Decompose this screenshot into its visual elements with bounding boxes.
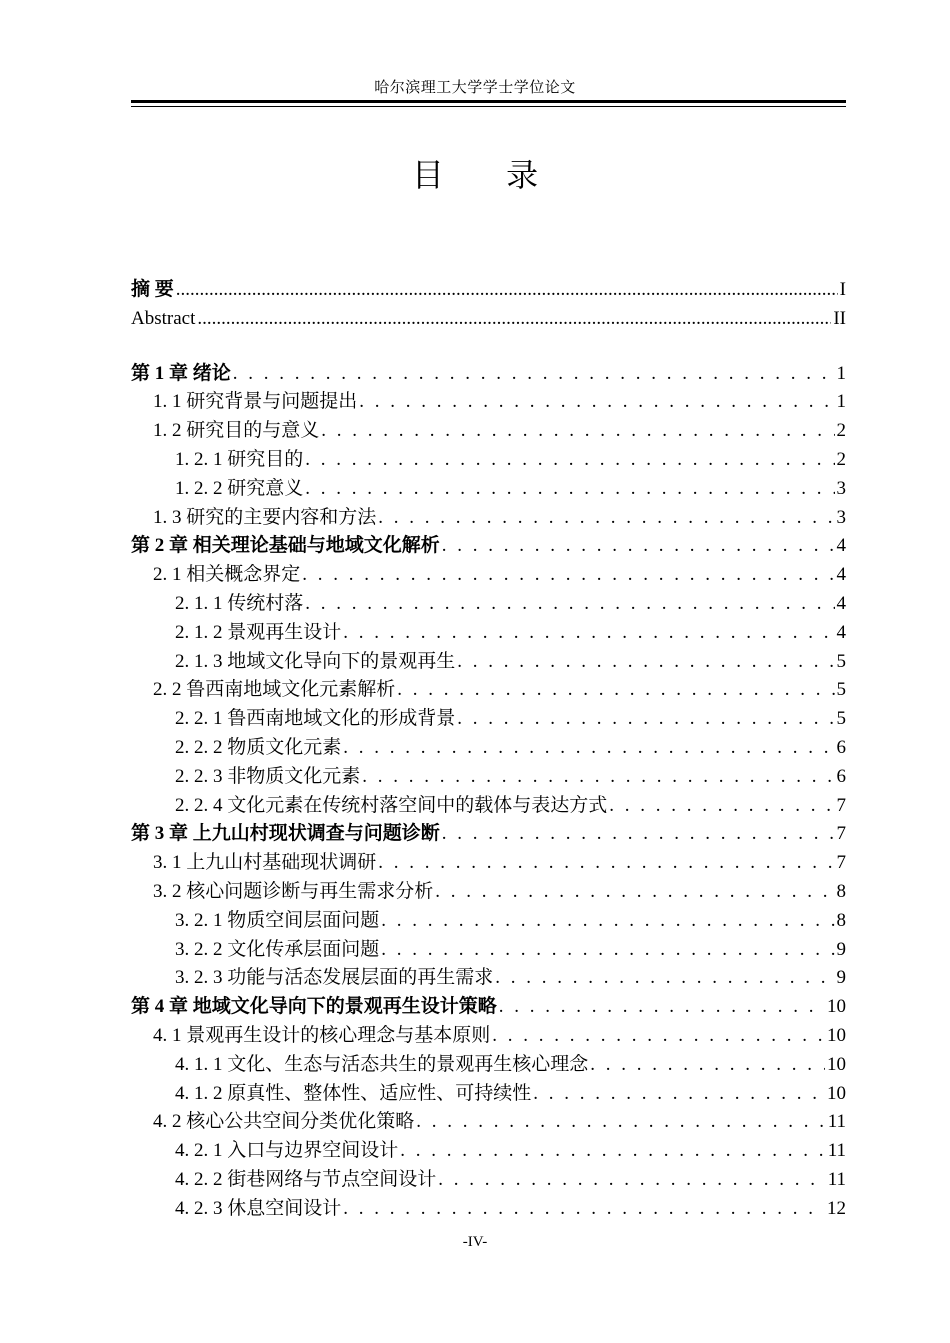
toc-entry-subsection[interactable] (131, 1166, 846, 1195)
toc-entry-label: 2. 1 相关概念界定 (153, 564, 301, 586)
toc-entry-section[interactable] (131, 849, 846, 878)
toc-entry-label: 4. 1. 2 原真性、整体性、适应性、可持续性 (175, 1082, 532, 1104)
toc-entry-page: 8 (836, 880, 846, 902)
toc-entry-section[interactable] (131, 878, 846, 907)
toc-entry-label: 4. 2. 1 入口与边界空间设计 (175, 1140, 399, 1162)
toc-leader-dots (197, 305, 831, 334)
toc-entry-page: 4 (836, 621, 846, 643)
toc-entry-page: 4 (836, 592, 846, 614)
toc-entry-page: 4 (836, 535, 846, 557)
toc-leader-dots (442, 532, 835, 561)
toc-entry-subsection[interactable] (131, 475, 846, 504)
toc-leader-dots (499, 993, 825, 1022)
toc-entry-page: 11 (827, 1111, 846, 1133)
toc-entry-page: 7 (836, 823, 846, 845)
toc-entry-page: 12 (827, 1197, 846, 1219)
toc-entry-page: 1 (836, 391, 846, 413)
toc-leader-dots (343, 734, 834, 763)
toc-entry-page: 6 (836, 736, 846, 758)
toc-entry-label: 1. 3 研究的主要内容和方法 (153, 506, 377, 528)
toc-entry-chapter-3[interactable] (131, 820, 846, 849)
toc-leader-dots (362, 763, 834, 792)
toc-leader-dots (343, 1195, 825, 1224)
toc-leader-dots (378, 849, 834, 878)
toc-entry-section[interactable] (131, 1022, 846, 1051)
toc-entry-subsection[interactable] (131, 619, 846, 648)
toc-entry-label: 1. 2. 2 研究意义 (175, 477, 304, 499)
toc-entry-label: 3. 2. 2 文化传承层面问题 (175, 938, 380, 960)
toc-entry-label: 4. 1 景观再生设计的核心理念与基本原则 (153, 1024, 491, 1046)
toc-entry-subsection[interactable] (131, 1137, 846, 1166)
toc-entry-page: 10 (827, 1024, 846, 1046)
toc-leader-dots (609, 792, 834, 821)
toc-leader-dots (492, 1022, 825, 1051)
toc-entry-section[interactable] (131, 1108, 846, 1137)
toc-entry-section[interactable] (131, 417, 846, 446)
toc-entry-chapter-1[interactable] (131, 360, 846, 389)
toc-leader-dots (416, 1108, 825, 1137)
toc-leader-dots (305, 475, 834, 504)
toc-entry-subsection[interactable] (131, 446, 846, 475)
toc-entry-section[interactable] (131, 561, 846, 590)
toc-entry-label: 2. 2. 2 物质文化元素 (175, 736, 342, 758)
toc-leader-dots (302, 561, 834, 590)
toc-entry-page: 8 (836, 909, 846, 931)
toc-entry-subsection[interactable] (131, 705, 846, 734)
toc-leader-dots (435, 878, 834, 907)
toc-leader-dots (533, 1080, 825, 1109)
toc-entry-label: 4. 2 核心公共空间分类优化策略 (153, 1111, 415, 1133)
toc-leader-dots (305, 590, 834, 619)
toc-entry-label: 3. 1 上九山村基础现状调研 (153, 852, 377, 874)
toc-entry-subsection[interactable] (131, 1080, 846, 1109)
toc-entry-label: 第 4 章 地域文化导向下的景观再生设计策略 (131, 996, 497, 1018)
toc-entry-label: 1. 2. 1 研究目的 (175, 448, 304, 470)
header-rule-thin (131, 106, 846, 107)
toc-entry-subsection[interactable] (131, 734, 846, 763)
toc-leader-dots (400, 1137, 825, 1166)
toc-heading: 目 录 (411, 156, 565, 194)
toc-entry-abstract-cn[interactable] (131, 276, 846, 305)
toc-entry-label: 2. 2. 3 非物质文化元素 (175, 765, 361, 787)
toc-leader-dots (442, 820, 835, 849)
toc-entry-subsection[interactable] (131, 1051, 846, 1080)
toc-leader-dots (176, 276, 838, 305)
toc-entry-label: 2. 1. 2 景观再生设计 (175, 621, 342, 643)
toc-entry-page: 10 (827, 996, 846, 1018)
toc-entry-label: 2. 1. 1 传统村落 (175, 592, 304, 614)
toc-entry-label: 2. 2. 1 鲁西南地域文化的形成背景 (175, 708, 456, 730)
toc-entry-page: 9 (836, 967, 846, 989)
toc-entry-page: I (839, 279, 846, 300)
toc-entry-page: 5 (836, 708, 846, 730)
table-of-contents (131, 276, 846, 1224)
toc-entry-subsection[interactable] (131, 907, 846, 936)
toc-entry-subsection[interactable] (131, 763, 846, 792)
toc-entry-page: 3 (836, 477, 846, 499)
toc-entry-subsection[interactable] (131, 1195, 846, 1224)
toc-entry-section[interactable] (131, 504, 846, 533)
toc-leader-dots (438, 1166, 825, 1195)
toc-leader-dots (305, 446, 834, 475)
toc-entry-section[interactable] (131, 388, 846, 417)
toc-entry-label: 2. 2 鲁西南地域文化元素解析 (153, 679, 396, 701)
toc-leader-dots (343, 619, 834, 648)
toc-entry-page: 10 (827, 1082, 846, 1104)
page-number-footer: -IV- (462, 1234, 488, 1250)
toc-entry-label: 3. 2 核心问题诊断与再生需求分析 (153, 880, 434, 902)
toc-entry-page: 2 (836, 448, 846, 470)
toc-entry-page: 7 (836, 794, 846, 816)
toc-entry-page: II (833, 307, 846, 329)
toc-entry-page: 10 (827, 1053, 846, 1075)
toc-leader-dots (457, 648, 834, 677)
toc-entry-page: 1 (836, 362, 846, 384)
toc-leader-dots (457, 705, 834, 734)
toc-entry-page: 5 (836, 679, 846, 701)
toc-entry-label: 2. 2. 4 文化元素在传统村落空间中的载体与表达方式 (175, 794, 608, 816)
toc-entry-page: 4 (836, 564, 846, 586)
toc-entry-subsection[interactable] (131, 792, 846, 821)
toc-entry-section[interactable] (131, 676, 846, 705)
toc-entry-subsection[interactable] (131, 590, 846, 619)
toc-entry-label: 第 2 章 相关理论基础与地域文化解析 (131, 535, 440, 557)
toc-entry-label: 4. 2. 2 街巷网络与节点空间设计 (175, 1168, 437, 1190)
toc-leader-dots (495, 964, 834, 993)
toc-entry-label: 摘 要 (131, 279, 174, 300)
toc-entry-label: 第 1 章 绪论 (131, 362, 231, 384)
toc-leader-dots (397, 676, 834, 705)
toc-entry-chapter-4[interactable] (131, 993, 846, 1022)
toc-leader-dots (378, 504, 834, 533)
toc-entry-page: 9 (836, 938, 846, 960)
toc-leader-dots (590, 1051, 825, 1080)
toc-entry-page: 11 (827, 1140, 846, 1162)
toc-entry-abstract-en[interactable] (131, 305, 846, 334)
toc-entry-subsection[interactable] (131, 648, 846, 677)
toc-entry-page: 2 (836, 420, 846, 442)
toc-leader-dots (233, 360, 835, 389)
toc-leader-dots (359, 388, 834, 417)
toc-entry-label: 3. 2. 3 功能与活态发展层面的再生需求 (175, 967, 494, 989)
toc-entry-page: 5 (836, 650, 846, 672)
toc-entry-label: 4. 2. 3 休息空间设计 (175, 1197, 342, 1219)
toc-entry-subsection[interactable] (131, 936, 846, 965)
toc-entry-page: 11 (827, 1168, 846, 1190)
toc-entry-chapter-2[interactable] (131, 532, 846, 561)
toc-entry-label: 3. 2. 1 物质空间层面问题 (175, 909, 380, 931)
toc-entry-label: 1. 2 研究目的与意义 (153, 420, 320, 442)
toc-entry-label: 1. 1 研究背景与问题提出 (153, 391, 358, 413)
toc-entry-page: 7 (836, 852, 846, 874)
toc-entry-label: 2. 1. 3 地域文化导向下的景观再生 (175, 650, 456, 672)
header-title: 哈尔滨理工大学学士学位论文 (374, 80, 576, 96)
toc-leader-dots (381, 907, 834, 936)
toc-entry-label: 第 3 章 上九山村现状调查与问题诊断 (131, 823, 440, 845)
toc-leader-dots (321, 417, 834, 446)
toc-entry-page: 6 (836, 765, 846, 787)
toc-entry-label: 4. 1. 1 文化、生态与活态共生的景观再生核心理念 (175, 1053, 589, 1075)
toc-entry-page: 3 (836, 506, 846, 528)
toc-leader-dots (381, 936, 834, 965)
toc-entry-label: Abstract (131, 307, 196, 329)
toc-entry-subsection[interactable] (131, 964, 846, 993)
header-rule-thick (131, 100, 846, 103)
